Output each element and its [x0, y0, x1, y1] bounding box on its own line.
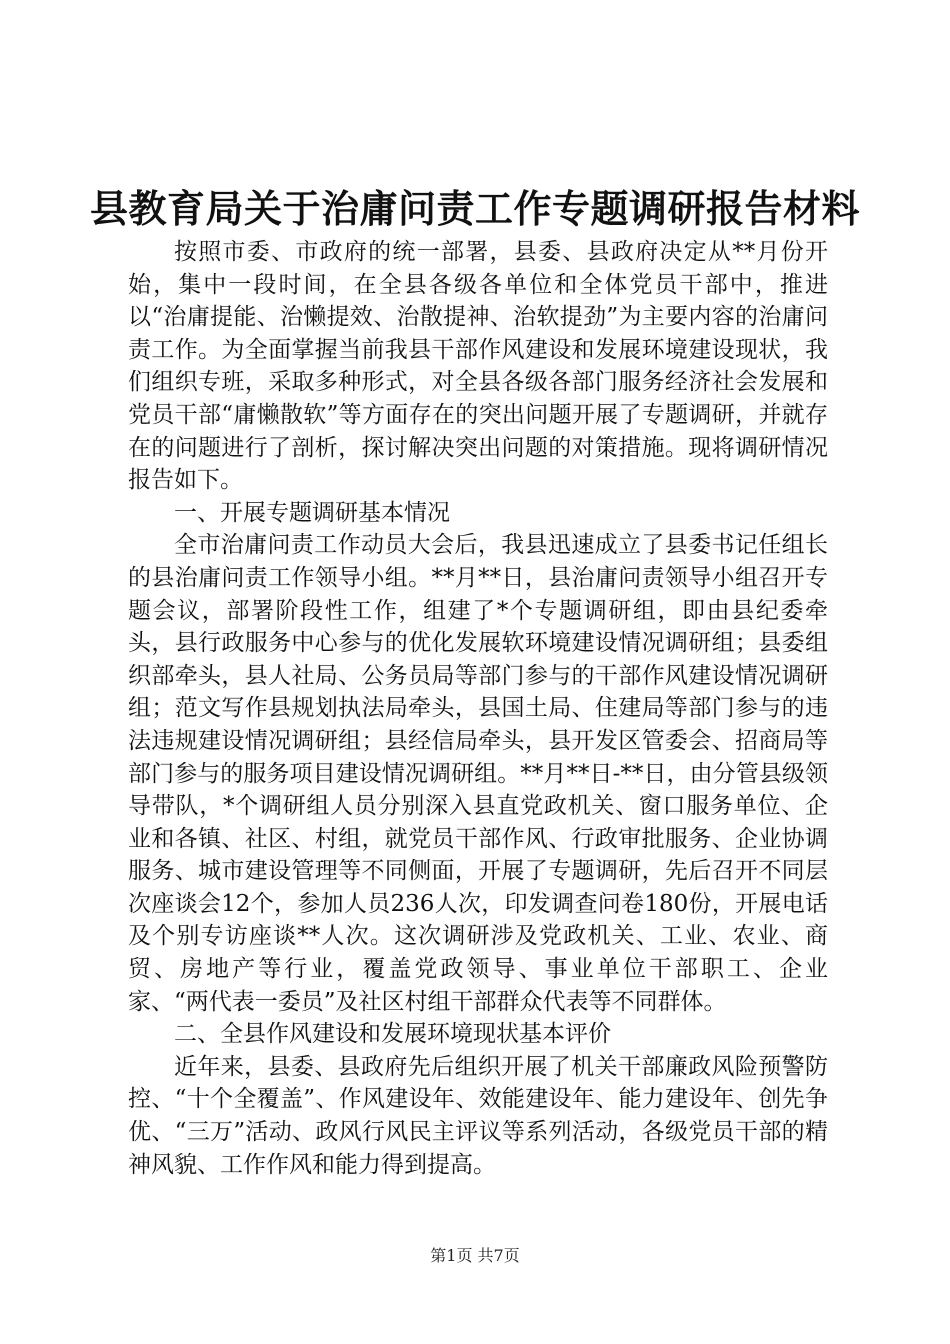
page-number-footer: 第1页 共7页 [430, 1246, 520, 1265]
section-heading-2: 二、全县作风建设和发展环境现状基本评价 [174, 1021, 611, 1048]
section-heading-1: 一、开展专题调研基本情况 [174, 499, 450, 526]
intro-paragraph: 按照市委、市政府的统一部署，县委、县政府决定从**月份开始，集中一段时间，在全县各级各单位和全体党员干部中，推进以“治庸提能、治懒提效、治散提神、治软提劲”为主要内容的治庸问责工作。为全面掌握当前我县干部作风建设和发展环境建设现状，我们组织专班，采取多种形式，对全县各级各部门服务经济社会发展和党员干部“庸懒散软”等方面存在的突出问题开展了专题调研，并就存在的问题进行了剖析，探讨解决突出问题的对策措施。现将调研情况报告如下。 [128, 239, 828, 494]
section-2-paragraph: 近年来，县委、县政府先后组织开展了机关干部廉政风险预警防控、“十个全覆盖”、作风建设年、效能建设年、能力建设年、创先争优、“三万”活动、政风行风民主评议等系列活动，各级党员干部的精神风貌、工作作风和能力得到提高。 [128, 1053, 828, 1178]
document-body [128, 236, 828, 1181]
document-title: 县教育局关于治庸问责工作专题调研报告材料 [89, 186, 860, 231]
section-1-paragraph: 全市治庸问责工作动员大会后，我县迅速成立了县委书记任组长的县治庸问责工作领导小组。**月**日，县治庸问责领导小组召开专题会议，部署阶段性工作，组建了*个专题调研组，即由县纪委牵头，县行政服务中心参与的优化发展软环境建设情况调研组；县委组织部牵头，县人社局、公务员局等部门参与的干部作风建设情况调研组；范文写作县规划执法局牵头，县国土局、住建局等部门参与的违法违规建设情况调研组；县经信局牵头，县开发区管委会、招商局等部门参与的服务项目建设情况调研组。**月**日-**日，由分管县级领导带队，*个调研组人员分别深入县直党政机关、窗口服务单位、企业和各镇、社区、村组，就党员干部作风、行政审批服务、企业协调服务、城市建设管理等不同侧面，开展了专题调研，先后召开不同层次座谈会12个，参加人员236人次，印发调查问卷180份，开展电话及个别专访座谈**人次。这次调研涉及党政机关、工业、农业、商贸、房地产等行业，覆盖党政领导、事业单位干部职工、企业家、“两代表一委员”及社区村组干部群众代表等不同群体。 [128, 532, 828, 1015]
